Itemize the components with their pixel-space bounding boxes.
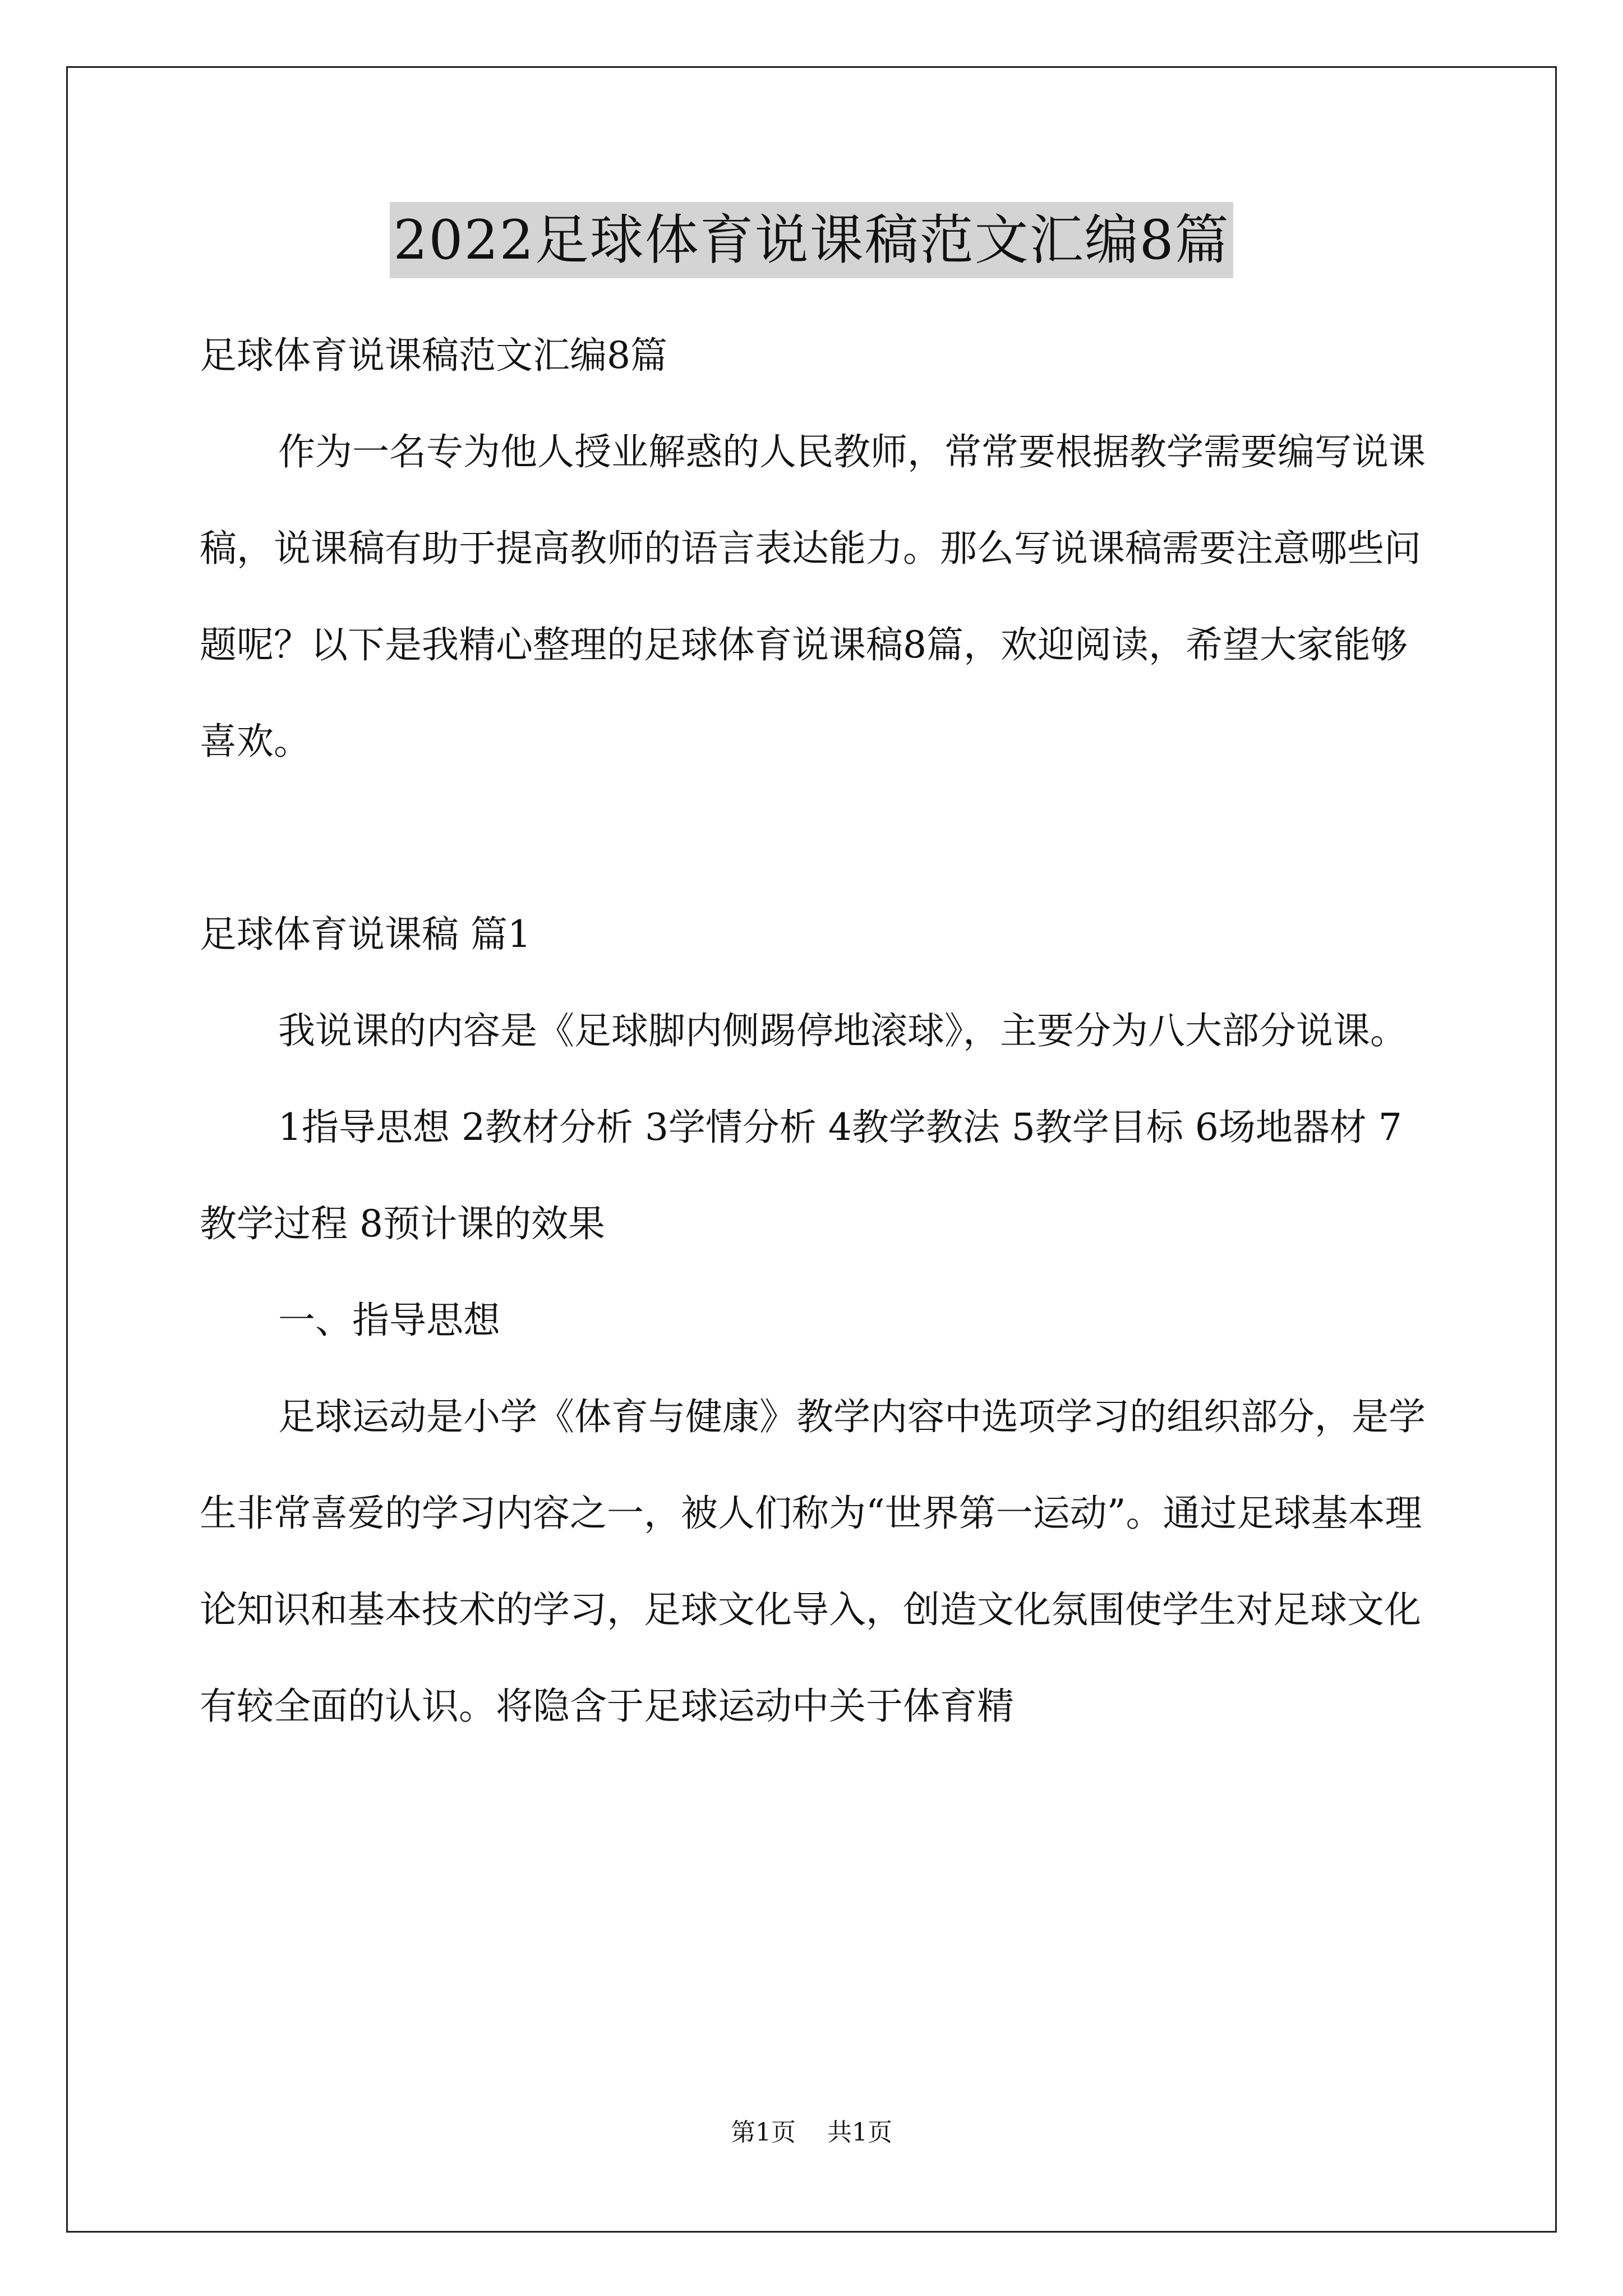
subsection-heading: 一、指导思想 <box>278 1299 500 1342</box>
document-title: 2022足球体育说课稿范文汇编8篇 <box>390 202 1233 278</box>
page-footer <box>0 2116 1623 2150</box>
title-area <box>0 202 1623 278</box>
section-heading: 足球体育说课稿 篇1 <box>200 913 531 956</box>
document-body <box>200 307 1433 1755</box>
body-paragraph: 足球运动是小学《体育与健康》教学内容中选项学习的组织部分，是学生非常喜爱的学习内容之一，被人们称为“世界第一运动”。通过足球基本理论知识和基本技术的学习，足球文化导入，创造文化氛围使学生对足球文化有较全面的认识。将隐含于足球运动中关于体育精 <box>200 1395 1426 1728</box>
document-subtitle: 足球体育说课稿范文汇编8篇 <box>200 334 667 377</box>
page-total: 共1页 <box>827 2118 892 2147</box>
page-number: 第1页 <box>731 2118 796 2147</box>
body-paragraph: 1指导思想 2教材分析 3学情分析 4教学教法 5教学目标 6场地器材 7教学过程 8预计课的效果 <box>200 1106 1402 1245</box>
intro-paragraph: 作为一名专为他人授业解惑的人民教师，常常要根据教学需要编写说课稿，说课稿有助于提高教师的语言表达能力。那么写说课稿需要注意哪些问题呢？以下是我精心整理的足球体育说课稿8篇，欢迎阅读，希望大家能够喜欢。 <box>200 430 1426 763</box>
body-paragraph: 我说课的内容是《足球脚内侧踢停地滚球》，主要分为八大部分说课。 <box>278 1009 1407 1052</box>
section-spacer <box>200 790 1433 886</box>
